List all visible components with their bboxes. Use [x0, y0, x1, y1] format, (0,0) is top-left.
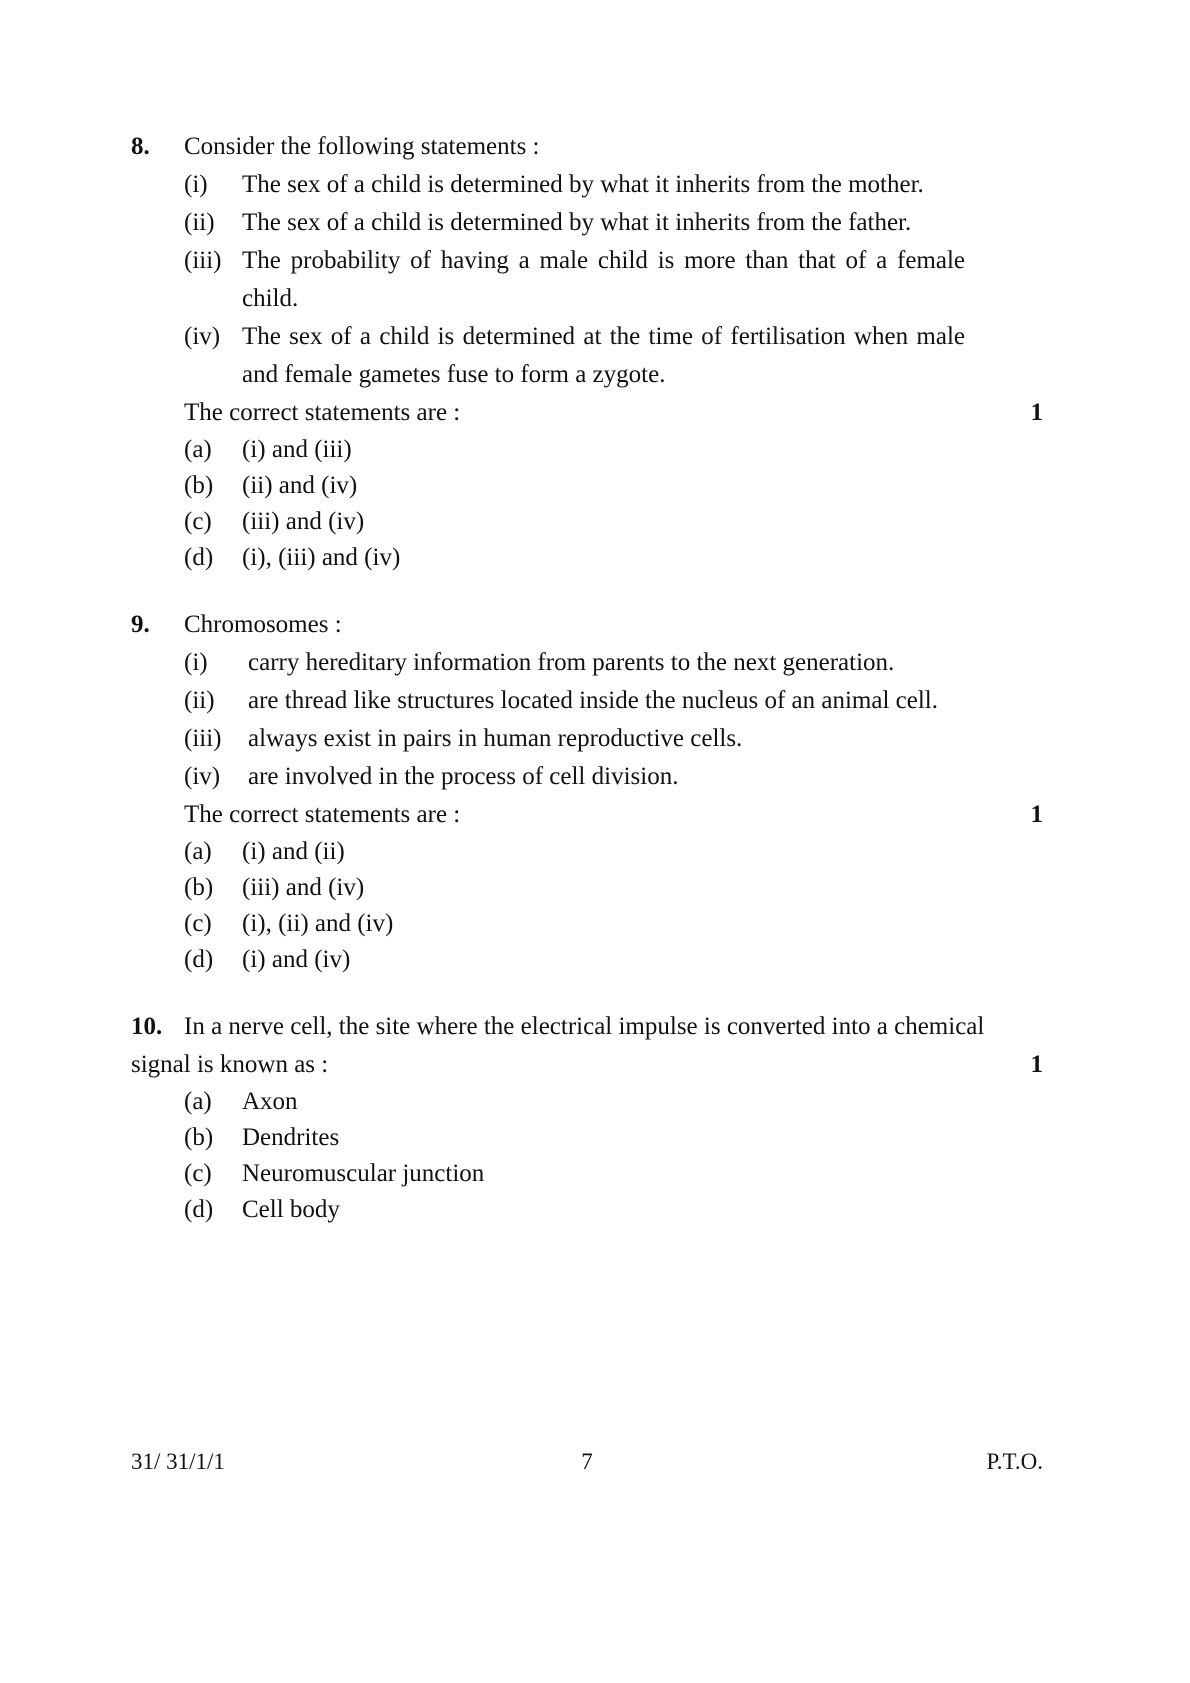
question-9	[131, 606, 1043, 978]
statement-text: are thread like structures located inside the nucleus of an animal cell.	[248, 687, 939, 714]
option-text: (i) and (ii)	[242, 838, 345, 865]
option-text: (i) and (iii)	[242, 436, 352, 463]
statement-text: always exist in pairs in human reproductive cells.	[248, 725, 743, 752]
statement-item	[184, 318, 1043, 394]
statement-item	[184, 166, 1043, 204]
question-9-prompt-row	[131, 796, 1043, 834]
option-marker: (d)	[184, 1196, 214, 1223]
statement-marker: (iii)	[184, 247, 222, 274]
statement-marker: (iv)	[184, 323, 221, 350]
question-8-prompt-row	[131, 394, 1043, 432]
question-8-marks: 1	[1030, 399, 1043, 426]
question-9-marks: 1	[1030, 801, 1043, 828]
option-marker: (b)	[184, 874, 214, 901]
option-marker: (a)	[184, 436, 212, 463]
option-marker: (b)	[184, 1124, 214, 1151]
option-b[interactable]	[184, 870, 1043, 906]
statement-marker: (iii)	[184, 725, 222, 752]
question-9-statements	[184, 644, 1043, 796]
option-d[interactable]	[184, 540, 1043, 576]
statement-text: The sex of a child is determined by what it inherits from the father.	[242, 209, 912, 236]
option-marker: (c)	[184, 1160, 212, 1187]
option-text: Axon	[242, 1088, 298, 1115]
option-marker: (a)	[184, 838, 212, 865]
question-gap	[131, 576, 1043, 606]
option-c[interactable]	[184, 504, 1043, 540]
question-9-stem: Chromosomes :	[184, 611, 342, 638]
question-8-number: 8.	[131, 133, 150, 160]
option-text: (iii) and (iv)	[242, 508, 365, 535]
statement-text: carry hereditary information from parents to the next generation.	[248, 649, 895, 676]
question-8-statements	[184, 166, 1043, 394]
option-marker: (d)	[184, 544, 214, 571]
statement-item	[184, 644, 1043, 682]
option-text: (i), (iii) and (iv)	[242, 544, 401, 571]
question-10-heading	[131, 1008, 1043, 1084]
option-c[interactable]	[184, 1156, 1043, 1192]
statement-marker: (ii)	[184, 687, 215, 714]
option-text: (iii) and (iv)	[242, 874, 365, 901]
question-9-number: 9.	[131, 611, 150, 638]
option-marker: (d)	[184, 946, 214, 973]
question-8-stem: Consider the following statements :	[184, 133, 540, 160]
statement-item	[184, 720, 1043, 758]
question-9-prompt: The correct statements are :	[184, 801, 461, 828]
option-d[interactable]	[184, 1192, 1043, 1228]
statement-item	[184, 242, 1043, 318]
statement-text: The sex of a child is determined by what it inherits from the mother.	[242, 171, 924, 198]
option-marker: (c)	[184, 508, 212, 535]
option-d[interactable]	[184, 942, 1043, 978]
question-8-options	[184, 432, 1043, 576]
option-a[interactable]	[184, 432, 1043, 468]
question-9-heading	[131, 606, 1043, 644]
option-text: Cell body	[242, 1196, 340, 1223]
statement-item	[184, 758, 1043, 796]
statement-text: are involved in the process of cell division.	[248, 763, 679, 790]
option-b[interactable]	[184, 468, 1043, 504]
question-list	[131, 128, 1043, 1228]
statement-marker: (i)	[184, 171, 208, 198]
turn-over-label: P.T.O.	[986, 1449, 1043, 1474]
question-9-options	[184, 834, 1043, 978]
question-10	[131, 1008, 1043, 1228]
option-marker: (a)	[184, 1088, 212, 1115]
option-c[interactable]	[184, 906, 1043, 942]
option-marker: (b)	[184, 472, 214, 499]
option-a[interactable]	[184, 834, 1043, 870]
statement-text: The sex of a child is determined at the time of fertilisation when male and female gametes fuse to form a zygote.	[242, 323, 965, 388]
option-marker: (c)	[184, 910, 212, 937]
statement-marker: (i)	[184, 649, 208, 676]
question-10-number: 10.	[131, 1013, 163, 1040]
paper-code: 31/ 31/1/1	[131, 1449, 225, 1474]
statement-item	[184, 204, 1043, 242]
question-8-heading	[131, 128, 1043, 166]
question-10-stem: In a nerve cell, the site where the electrical impulse is converted into a chemical signal is known as :	[131, 1013, 985, 1078]
statement-marker: (ii)	[184, 209, 215, 236]
option-text: (ii) and (iv)	[242, 472, 358, 499]
question-10-marks: 1	[1030, 1051, 1043, 1078]
question-10-options	[184, 1084, 1043, 1228]
statement-marker: (iv)	[184, 763, 221, 790]
option-text: Dendrites	[242, 1124, 340, 1151]
question-8-prompt: The correct statements are :	[184, 399, 461, 426]
question-8	[131, 128, 1043, 576]
option-text: Neuromuscular junction	[242, 1160, 485, 1187]
option-text: (i) and (iv)	[242, 946, 351, 973]
statement-item	[184, 682, 1043, 720]
option-text: (i), (ii) and (iv)	[242, 910, 394, 937]
option-a[interactable]	[184, 1084, 1043, 1120]
statement-text: The probability of having a male child is more than that of a female child.	[242, 247, 965, 312]
question-gap	[131, 978, 1043, 1008]
page-number: 7	[581, 1449, 593, 1474]
option-b[interactable]	[184, 1120, 1043, 1156]
